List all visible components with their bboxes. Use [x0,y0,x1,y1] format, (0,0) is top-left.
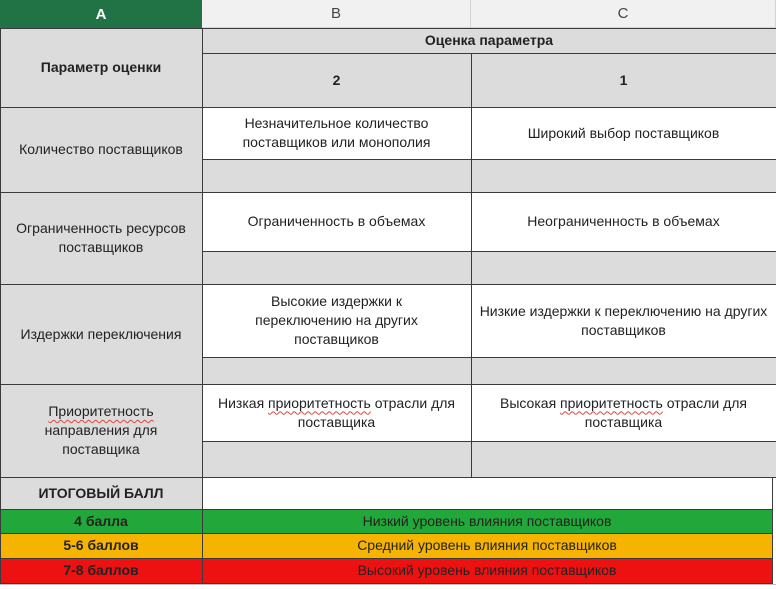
grid-line [0,192,776,193]
row-4-score-b[interactable] [202,441,471,477]
column-header-a[interactable]: A [0,0,202,28]
row-4-cell-c[interactable] [471,384,776,441]
row-3-text-b: Высокие издержки к переключению на других поставщиков [255,293,418,347]
row-2-text-c: Неограниченность в объемах [527,213,720,229]
grid-line [0,558,773,559]
row-4-cell-b[interactable] [202,384,471,441]
row-4-text-b [206,394,467,432]
grid-line [0,533,773,534]
param-row-1[interactable] [0,107,202,192]
param-row-2-label: Ограниченность ресурсов поставщиков [16,220,186,255]
param-header-cell[interactable] [0,28,202,107]
row-1-text-b: Незначительное количество поставщиков или монополия [242,115,431,150]
row-2-score-b[interactable] [202,251,471,284]
grid-line [0,107,776,108]
grid-line [0,284,776,285]
grid-line [202,159,776,160]
grid-line [202,251,776,252]
param-row-4-rest: направления для поставщика [44,422,158,457]
grid-line [772,477,773,584]
grid-line [0,584,776,585]
row-3-cell-b[interactable] [202,284,471,357]
grid-line [202,53,776,54]
evaluation-header-cell[interactable] [202,28,776,53]
legend-score-high[interactable] [0,558,202,583]
row-3-score-b[interactable] [202,357,471,384]
param-row-3-label: Издержки переключения [20,325,182,342]
score-1-label: 1 [619,71,628,88]
legend-text-medium[interactable] [202,533,772,558]
score-2-label: 2 [332,71,341,88]
legend-text-high-label: Высокий уровень влияния поставщиков [357,562,617,578]
row-4-text-b-pre: Низкая [218,394,269,411]
row-4-text-c-marked: приоритетность [560,394,663,411]
row-4-text-c-pre: Высокая [500,394,561,411]
param-row-1-label: Количество поставщиков [19,141,183,157]
row-1-text-c: Широкий выбор поставщиков [527,124,720,141]
param-header-label: Параметр оценки [40,59,162,75]
param-row-4-label [26,402,176,459]
row-1-score-b[interactable] [202,159,471,192]
legend-text-low-label: Низкий уровень влияния поставщиков [362,512,612,529]
grid-line [0,509,773,510]
legend-score-low-label: 4 балла [74,512,128,529]
grid-line [0,384,776,385]
total-value-cell[interactable] [202,477,772,509]
legend-score-medium[interactable] [0,533,202,558]
row-1-cell-c[interactable] [471,107,776,159]
legend-score-medium-label: 5-6 баллов [63,537,139,553]
param-row-2[interactable] [0,192,202,284]
row-2-text-b: Ограниченность в объемах [247,213,426,229]
row-3-cell-c[interactable] [471,284,776,357]
grid-line [471,53,472,477]
evaluation-header-label: Оценка параметра [424,32,554,48]
total-label-cell[interactable] [0,477,202,509]
row-4-text-c-post: отрасли для поставщика [584,394,747,430]
row-4-text-b-marked: приоритетность [268,394,371,411]
grid-line [0,477,776,478]
legend-text-low[interactable] [202,509,772,533]
score-2-cell[interactable] [202,53,471,107]
row-3-text-c: Низкие издержки к переключению на других поставщиков [479,302,768,338]
row-2-cell-c[interactable] [471,192,776,251]
row-4-text-b-post: отрасли для поставщика [297,394,455,430]
grid-line [202,28,203,584]
grid-line [0,28,1,584]
row-3-score-c[interactable] [471,357,776,384]
row-1-score-c[interactable] [471,159,776,192]
legend-text-high[interactable] [202,558,772,583]
param-row-3[interactable] [0,284,202,384]
row-1-cell-b[interactable] [202,107,471,159]
column-header-c[interactable]: C [471,0,776,28]
row-2-cell-b[interactable] [202,192,471,251]
column-header-b[interactable]: B [202,0,471,28]
param-row-4[interactable] [0,384,202,477]
param-row-4-marked-word: Приоритетность [48,403,154,419]
legend-score-high-label: 7-8 баллов [63,562,139,578]
row-4-score-c[interactable] [471,441,776,477]
total-label: ИТОГОВЫЙ БАЛЛ [38,484,164,501]
legend-score-low[interactable] [0,509,202,533]
row-2-score-c[interactable] [471,251,776,284]
grid-line [0,28,776,29]
score-1-cell[interactable] [471,53,776,107]
row-4-text-c [475,394,772,432]
grid-line [202,441,776,442]
legend-text-medium-label: Средний уровень влияния поставщиков [357,537,617,553]
grid-line [202,357,776,358]
